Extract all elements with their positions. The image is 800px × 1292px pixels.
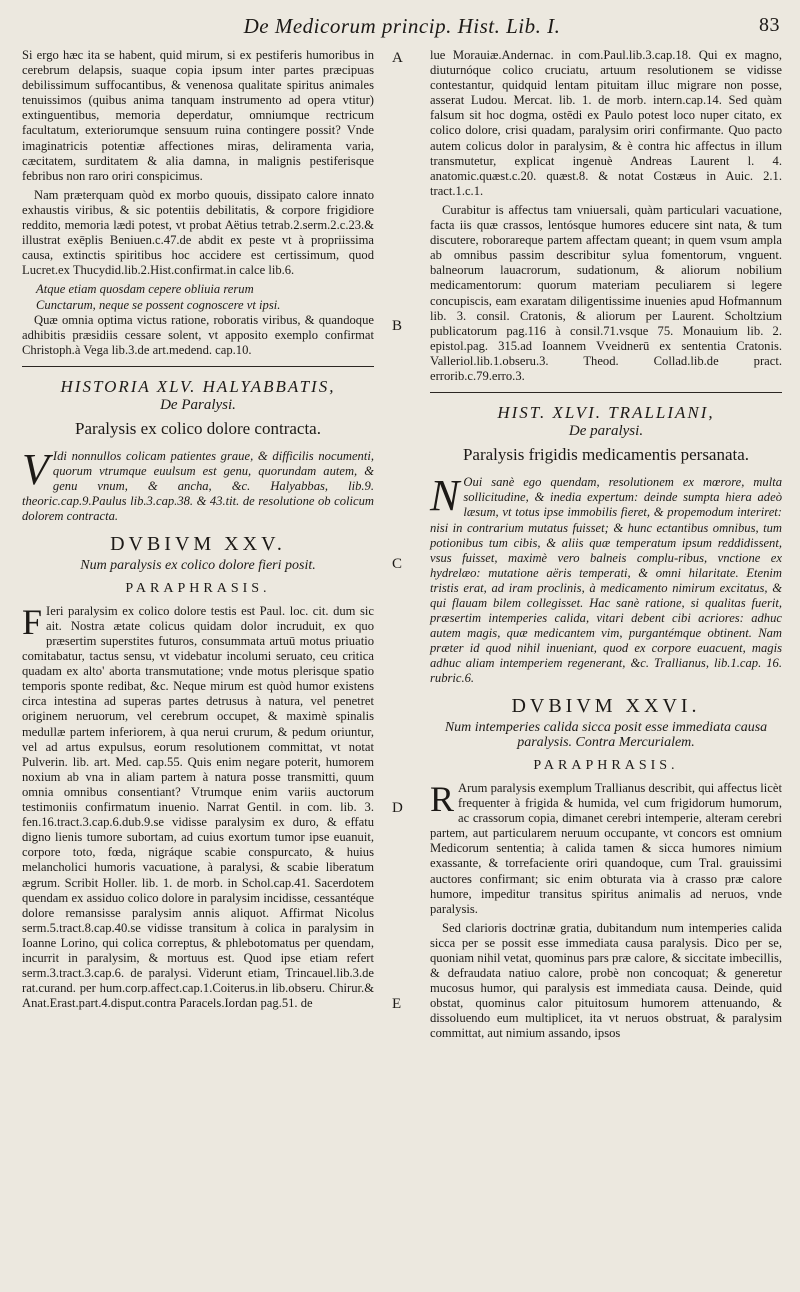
verse-line-1: Atque etiam quosdam cepere obliuia rerum [36, 282, 254, 297]
right-final-paragraph: Sed clarioris doctrinæ gratia, dubitandum num intemperies calida sicca per se possit esse immediata causa paralysis. Dico per se, quoniam nihil vetat, quominus pars præ calore, & siccitate imbecillis, & defraudata natiuo calore, probè non concoquat; & generetur mucosus humor, qui paralysis est immediata causa. Deinde, quid obstat, quominus calor pituitosum humorem attenuando, & dissoluendo eum multiplicet, ita vt neruos obstruat, & paralysim committat, aut nimium assando, ipsos [430, 920, 782, 1041]
dropcap-v: V [22, 445, 49, 495]
paraphrasis-heading: PARAPHRASIS. [125, 580, 271, 596]
dropcap-n: N [430, 471, 460, 521]
right-column [430, 48, 782, 1046]
dubium-xxv-question: Num paralysis ex colico dolore fieri posit. [80, 557, 316, 573]
section-divider [22, 366, 374, 367]
historia-xlvi-text [430, 471, 782, 686]
dubium-xxvi-question: Num intemperies calida sicca posit esse immediata causa paralysis. Contra Mercurialem. [444, 719, 768, 750]
margin-letter-b: B [392, 318, 403, 334]
dubium-xxvi-title: DVBIVM XXVI. [511, 694, 701, 717]
running-head [22, 14, 782, 48]
historia-xlvi-subtitle: De paralysi. [568, 423, 644, 440]
dropcap-r: R [430, 778, 455, 819]
margin-letter-e: E [392, 996, 402, 1012]
right-paragraph-1: lue Morauiæ.Andernac. in com.Paul.lib.3.cap.18. Qui ex magno, diuturnóque colico cruciatu, artuum resolutionem se vidisse contestantur, quidquid lentam pituitam illuc migrare non posse, asserat Ludou. Mercat. lib. 1. de morb. intern.cap.14. Sed quàm falsum sit hoc dogma, ostēdi ex Paulo potest loco nuper citato, ex colico dolore, crisi quadam, paralysim oriri confirmante. Quo pacto autem colicus dolor in paralysim, & è contra hic affectus in illum transmutetur, explicat ingenuè Andreas Laurent l. 4. anatomic.quæst.c.20. quæst.8. & notat Costæus in Auic. 2.1. tract.1.c.1. [430, 48, 782, 198]
dubium-xxv-text [22, 601, 374, 1012]
dubium-xxv-title: DVBIVM XXV. [110, 532, 286, 555]
margin-letter-d: D [392, 800, 403, 816]
two-column-body [22, 48, 782, 1046]
historia-xlv-text [22, 445, 374, 524]
verse-line-2: Cunctarum, neque se possent cognoscere vt ipsi. [36, 297, 281, 312]
historia-xlv-body: Idi nonnullos colicam patientes graue, & difficilis nocumenti, quorum vtrumque euulsum est genu, quorundam autem, & genu vnum, & ancha, &c. Halyabbas, lib.9. theoric.cap.9.Paulus lib.3.cap.38. & 43.tit. de resolutione ob colicum dolorem contracta. [22, 449, 374, 524]
running-title: De Medicorum princip. Hist. Lib. I. [243, 14, 561, 38]
section-divider [430, 392, 782, 393]
historia-xlvi-description: Paralysis frigidis medicamentis persanata. [462, 445, 750, 465]
page-number: 83 [759, 14, 780, 36]
paraphrasis-heading: PARAPHRASIS. [533, 757, 679, 773]
historia-xlvi-title: HIST. XLVI. TRALLIANI, [497, 403, 715, 423]
dubium-xxvi-text [430, 778, 782, 917]
historia-xlv-subtitle: De Paralysi. [160, 396, 236, 413]
historia-xlvi-body: Oui sanè ego quendam, resolutionem ex mœrore, multa sollicitudine, & inedia expertum: deinde sumpta hiera adeò læsum, vt totus ipse immobilis fieret, & propemodum interiret: nisi in contrarium mutatus fuisset; & hunc ectantibus omnibus, tum potionibus tum cibis, & aliis quæ temperatum ipsum reddidissent, vsus fuisset, maximè vero balneis complu-ribus, vnctione ex hydrelæo: mutatione aëris temperati, & omni hilaritate. Etenim tristis erat, ad iram proclinis, à medicamento nimirum excitatus, & qui flauam bilem collegisset. Hac sanè ratione, si qualitas fuerit, præsertim intemperies calida, vitari debent cibi acriores: adhuc autem magis, quæ medicantem vim, purgantémque obtinent. Nam præter id quod nihil inueniant, quod ex corpore euacuent, magis adhuc aliam intemperiem regenerant, &c. Trallianus, lib.1.cap. 16. rubric.6. [430, 475, 782, 686]
historia-xlv-title: HISTORIA XLV. HALYABBATIS, [60, 376, 336, 396]
left-paragraph-2: Nam præterquam quòd ex morbo quouis, dissipato calore innato exhaustis viribus, & sic potentiis debilitatis, & corpore frigidiore reddito, memoria lædi potest, vt probat Aëtius tetrab.2.serm.2.c.23.& illustrat exēplis Beniuen.c.47.de abdit ex peste vt à propriissima causa, extinctis spiritibus hoc accidere est certissimum, quod Lucret.ex Thucydid.lib.2.Hist.confirmat.in calce lib.6. [22, 187, 374, 278]
right-paragraph-2: Curabitur is affectus tam vniuersali, quàm particulari vacuatione, facta iis quæ crassos, lentósque humores educere sint nata, & tum discutere, roborareque partem affectam queant; in quem vsum ampla ab omnibus passim describitur sylua fomentorum, vnguent. balneorum lauacrorum, sudationum, & aliorum nobilium medicamentorum: quorum materiam peculiarem si legere concupiscis, eam exaratam diligentissime inuenies apud Hofmannum lib. 3. consil. Cratonis, & aliorum per Laurent. Scholtzium publicatorum pag.116 à consil.71.vsque 75. Monauium lib. 2. epistol.pag. 315.ad Ioannem Vveidnerū ex sententia Cratonis. Valleriol.lib.1.obseru.3. Theod. Collad.lib.de pract. errorib.c.79.erro.3. [430, 202, 782, 383]
margin-letter-c: C [392, 556, 403, 572]
dropcap-f: F [22, 601, 43, 642]
margin-letters [384, 48, 420, 1046]
left-column [22, 48, 374, 1046]
left-paragraph-1: Si ergo hæc ita se habent, quid mirum, si ex pestiferis humoribus in cerebrum delapsis, suaque copia ipsum inter partes præcipuas debilissimum suffocantibus, & venenosa qualitate spiritus animales tenuissimos (quibus anima tanquam instrumento ad opera vtitur) extinguentibus, memoria deperdatur, omniumque rectricum facultatum, exteriorumque sensuum ruina contingere possit? Vnde imaginatricis potentiæ affectiones miras, deliramenta varia, cæcitatem, surditatem & alia damna, in malignis pestiferisque febribus non raro oriri conspicimus. [22, 48, 374, 183]
dubium-xxv-body: Ieri paralysim ex colico dolore testis est Paul. loc. cit. dum sic ait. Nostra ætate colicus quidam dolor incruduit, ex quo præsertim superstites futuros, consummata artuū motus priuatio comitabatur, tactus sensu, vt videbatur incolumi seruato, ceu critica quadam ex alto' aborta transmutatione; vnde motus plerisque spatio temporis sponte redibat, &c. Neque mirum est quòd humor existens circa intestina ad superas partes detrusus à natura, vel penetret originem neruorum, vel cerebrum occupet, & maximè spinalis medullæ partem inferiorem, à qua nerui crurum, & pedum oriuntur, vel ad artus expulsus, eorum resolutionem committat, vt notat Pulverin. lib. art. Med. cap.55. Quis enim negare poterit, humorem noxium ab vna in aliam partem à natura posse transmitti, quum omnia omnibus consentiant? Vtrumque enim variis auctorum testimoniis confirmatum inuenio. Narrat Gentil. in com. lib. 3. fen.16.tract.3.cap.6.dub.9.se vidisse paralysim ex duro, & effatu digno lienis tumore subortam, ad cuius exortum tumor ipse euanuit, corpore toto, fœda, nigráque scabie conspurcato, & huius melancholici humoris vacuatione, à paralysi, & scabie liberatum ægrum. Scribit Holler. lib. 1. de morb. in Schol.cap.41. Sacerdotem quendam ex assiduo colico dolore in paralysim incidisse, cessantéque dolore remansisse paralysim annis aliquot. Affirmat Nicolus serm.5.tract.8.cap.40.se vidisse transitum à colica in paralysim in Ioanne Lorino, qui colica correptus, & phlebotomatus per quendam, incurrit in paralysim, & mortuus est. Quod ipse etiam refert serm.3.tract.3.cap.6. de paralysi. Viderunt etiam, Trincauel.lib.3.de rat.curand. per hum.corp.affect.cap.1.Coiterus.in lib.obseru. Chirur.& Anat.Erast.part.4.disput.contra Paracels.Iordan pag.51. de [22, 603, 374, 1011]
margin-letter-a: A [392, 50, 403, 66]
dubium-xxvi-body: Arum paralysis exemplum Trallianus describit, qui affectus licèt frequenter à frigida & humida, vel cum frigidorum humorum, ac crassorum copia, dimanet cerebri intemperie, alteram cerebri partem, aut particularem neruum occupante, vt concors est omnium Medicorum sententia; à calida tamen & sicca humores nimium exassante, & torrefaciente oriri quandoque, cum Tral. grauissimi auctores confirmant; sic enim obturata via à crasso præ calore humore, impeditur transitus spiritus animalis ad neruos, vnde paralysis. [430, 780, 782, 916]
historia-xlv-description: Paralysis ex colico dolore contracta. [75, 419, 321, 439]
left-paragraph-3: Quæ omnia optima victus ratione, roboratis viribus, & quandoque adhibitis præsidiis cessare solent, vt apposito exemplo confirmat Christoph.à Vega lib.3.de art.medend. cap.10. [22, 312, 374, 357]
